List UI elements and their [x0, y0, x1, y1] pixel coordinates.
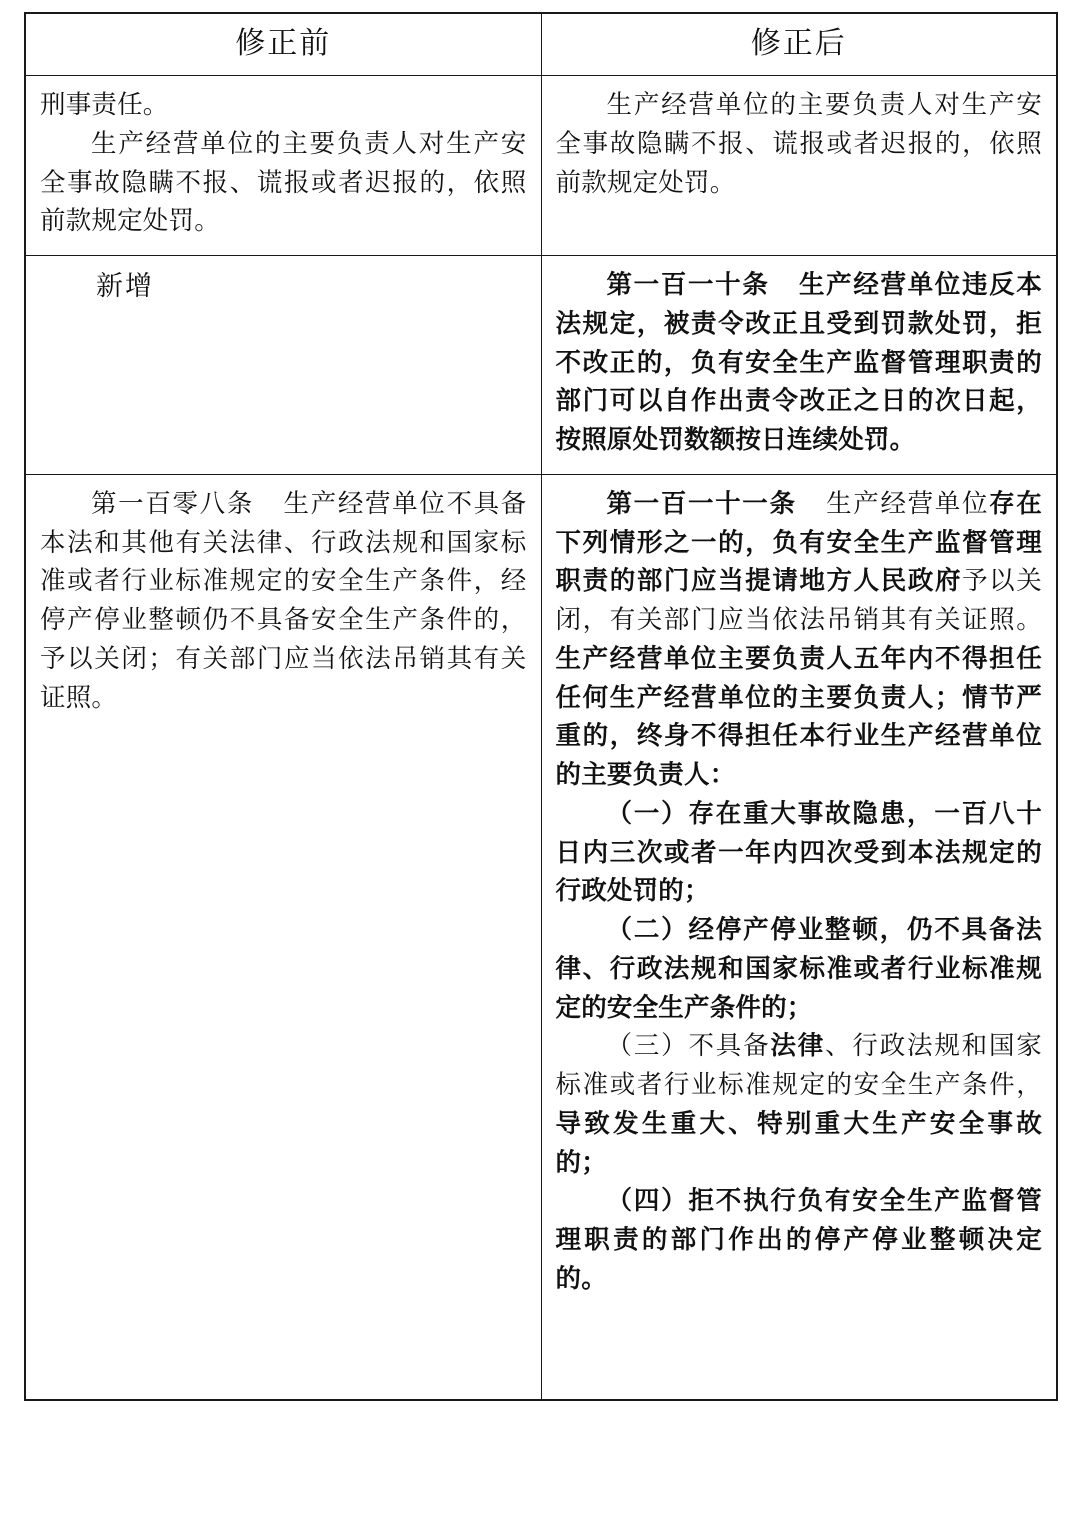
article-111-lead-b: 位 — [961, 488, 990, 518]
cell-before-article-108 — [25, 474, 541, 1400]
cell-after-article-110 — [541, 256, 1057, 475]
article-111-item-3-d: 导致发生重大、特别重大生产安全事故的； — [555, 1108, 1042, 1177]
article-110-text — [556, 266, 1043, 460]
table-row — [25, 76, 1057, 256]
article-111-item-3-b: 法律 — [770, 1031, 826, 1061]
before-continuation-text — [40, 86, 527, 241]
column-header-before — [25, 13, 541, 76]
article-111-item-3 — [556, 1027, 1043, 1182]
article-111-item-3-c: 、行政法规和国家标准或者行业标准规定的安全生产条件， — [555, 1031, 1042, 1099]
article-111-item-4: （四）拒不执行负有安全生产监督管理职责的部门作出的停产停业整顿决定的。 — [555, 1186, 1042, 1293]
before-continuation-line-1: 刑事责任。 — [40, 90, 169, 119]
article-111-item-1: （一）存在重大事故隐患，一百八十日内三次或者一年内四次受到本法规定的行政处罚的； — [555, 798, 1042, 906]
column-header-after — [541, 13, 1057, 76]
article-111-lead-a: 生产经营单 — [824, 488, 962, 518]
article-111-lead-e: 生产经营单位主要负责人五年内不得担任任何生产经营单位的主要负责人；情节严重的，终身不得担任本行业生产经营单位的主要负责人： — [555, 643, 1042, 789]
column-header-before-label: 修正前 — [235, 27, 332, 60]
article-108-paragraph — [40, 485, 527, 718]
article-108-text — [40, 485, 527, 718]
article-111-item-2: （二）经停产停业整顿，仍不具备法律、行政法规和国家标准或者行业标准规定的安全生产条件的； — [555, 915, 1042, 1022]
table-row — [25, 256, 1057, 475]
article-111-item-3-a: （三）不具备 — [606, 1031, 771, 1061]
new-addition-label: 新增 — [96, 271, 154, 301]
before-continuation-line-2: 生产经营单位的主要负责人对生产安全事故隐瞒不报、谎报或者迟报的，依照前款规定处罚。 — [40, 128, 527, 236]
article-111-lead-d: 予以关闭，有关部门应当依法吊销其有关证照。 — [555, 566, 1042, 634]
article-111-paragraph-1 — [556, 485, 1043, 795]
table-row — [25, 474, 1057, 1400]
amendment-comparison-table — [24, 12, 1058, 1401]
article-110-body: 生产经营单位违反本法规定，被责令改正且受到罚款处罚，拒不改正的，负有安全生产监督管理职责的部门可以自作出责令改正之日的次日起，按照原处罚数额按日连续处罚。 — [555, 270, 1042, 454]
article-108-body: 生产经营单位不具备本法和其他有关法律、行政法规和国家标准或者行业标准规定的安全生产条件，经停产停业整顿仍不具备安全生产条件的，予以关闭；有关部门应当依法吊销其有关证照。 — [40, 488, 527, 712]
table-header-row — [25, 13, 1057, 76]
after-continuation-text — [556, 86, 1043, 202]
new-addition-marker — [40, 266, 527, 307]
article-111-lead-c: 存在下列情形之一的，负有安全生产监督管理职责的部门应当提请地方人民政府 — [555, 488, 1043, 596]
cell-before-new-marker — [25, 256, 541, 475]
cell-after-continuation — [541, 76, 1057, 256]
article-108-number: 第一百零八条 — [91, 488, 254, 518]
cell-before-continuation — [25, 76, 541, 256]
cell-after-article-111 — [541, 474, 1057, 1400]
after-continuation-line-1: 生产经营单位的主要负责人对生产安全事故隐瞒不报、谎报或者迟报的，依照前款规定处罚。 — [555, 90, 1042, 197]
article-111-text — [556, 485, 1043, 1299]
column-header-after-label: 修正后 — [750, 27, 847, 60]
article-110-number: 第一百一十条 — [606, 270, 770, 299]
article-111-number: 第一百一十一条 — [606, 488, 797, 518]
article-110-paragraph — [556, 266, 1043, 460]
